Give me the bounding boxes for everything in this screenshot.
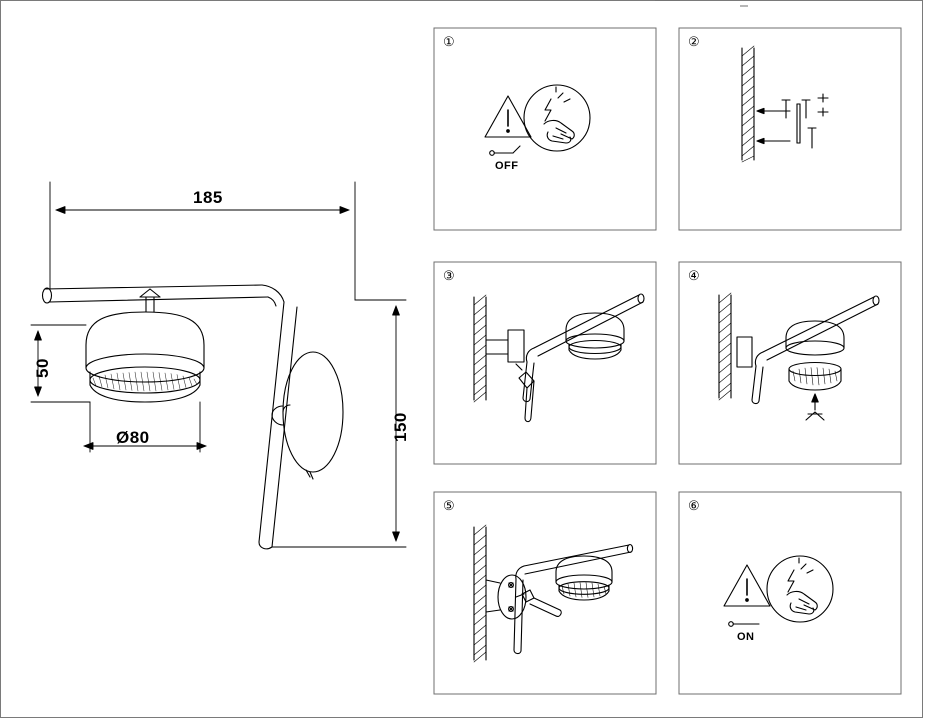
- dimension-150-label: 150: [391, 412, 410, 442]
- dimension-185-label: 185: [193, 188, 223, 207]
- step-6-graphics: [724, 556, 833, 626]
- step-4-number: ④: [688, 268, 700, 283]
- step-2-graphics: [742, 46, 828, 162]
- step-3-graphics: [474, 294, 644, 422]
- step-4-frame: [679, 262, 901, 464]
- step-5-graphics: [474, 525, 633, 662]
- step-5-frame: [434, 492, 656, 694]
- step-1-frame: [434, 28, 656, 230]
- step-2-frame: [679, 28, 901, 230]
- step-1-caption: OFF: [495, 160, 519, 172]
- step-1-number: ①: [443, 34, 455, 49]
- step-1-graphics: [485, 85, 590, 155]
- step-6-caption: ON: [737, 631, 755, 643]
- dimension-diameter-80-label: Ø80: [116, 428, 150, 447]
- step-3-frame: [434, 262, 656, 464]
- step-4-graphics: [719, 293, 879, 420]
- step-5-number: ⑤: [443, 498, 455, 513]
- step-2-number: ②: [688, 34, 700, 49]
- dimension-50-label: 50: [33, 358, 52, 378]
- step-6-number: ⑥: [688, 498, 700, 513]
- step-3-number: ③: [443, 268, 455, 283]
